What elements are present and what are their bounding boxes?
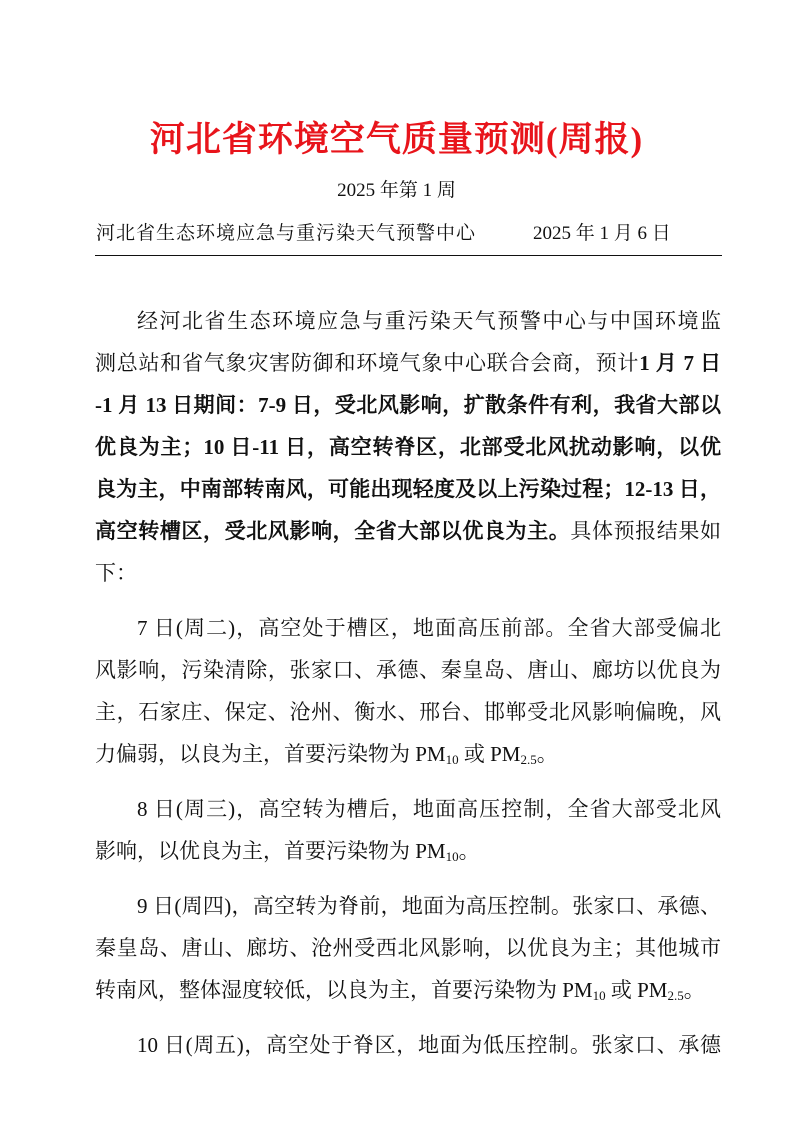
text-line bbox=[95, 384, 721, 426]
text: 力偏弱，以良为主，首要污染物为 PM bbox=[95, 742, 446, 766]
text-line bbox=[95, 969, 721, 1011]
text: 主，石家庄、保定、沧州、衡水、邢台、邯郸受北风影响偏晚，风 bbox=[95, 700, 721, 724]
subscript: 10 bbox=[445, 849, 459, 864]
text: 7 日(周二)，高空处于槽区，地面高压前部。全省大部受偏北 bbox=[137, 616, 721, 640]
bold-text: -1 月 13 日期间：7-9 日，受北风影响，扩散条件有利，我省大部以 bbox=[95, 393, 721, 417]
paragraph bbox=[95, 788, 721, 872]
text-line bbox=[95, 510, 721, 552]
subscript: 2.5 bbox=[667, 988, 684, 1003]
text: 10 日(周五)，高空处于脊区，地面为低压控制。张家口、承德 bbox=[137, 1033, 721, 1057]
text-line bbox=[95, 649, 721, 691]
text-line bbox=[95, 342, 721, 384]
text-line bbox=[95, 830, 721, 872]
issuer-name: 河北省生态环境应急与重污染天气预警中心 bbox=[96, 223, 477, 244]
text-line bbox=[95, 607, 721, 649]
text: 影响，以优良为主，首要污染物为 PM bbox=[95, 839, 446, 863]
subscript: 2.5 bbox=[520, 752, 537, 767]
bold-text: 良为主，中南部转南风，可能出现轻度及以上污染过程；12-13 日， bbox=[95, 477, 721, 501]
text: 。 bbox=[536, 742, 558, 766]
text: 风影响，污染清除，张家口、承德、秦皇岛、唐山、廊坊以优良为 bbox=[95, 658, 721, 682]
paragraph bbox=[95, 300, 721, 594]
text: 秦皇岛、唐山、廊坊、沧州受西北风影响，以优良为主；其他城市 bbox=[95, 936, 721, 960]
subscript: 10 bbox=[592, 988, 606, 1003]
document-body bbox=[95, 300, 721, 1079]
text: 9 日(周四)，高空转为脊前，地面为高压控制。张家口、承德、 bbox=[137, 894, 721, 918]
header-divider bbox=[95, 255, 722, 256]
text-line bbox=[95, 927, 721, 969]
issue-date: 2025 年 1 月 6 日 bbox=[533, 223, 671, 244]
text: 测总站和省气象灾害防御和环境气象中心联合会商，预计 bbox=[95, 351, 640, 375]
text-line bbox=[95, 788, 721, 830]
text: 。 bbox=[683, 978, 705, 1002]
text-line bbox=[95, 885, 721, 927]
text: 或 PM bbox=[458, 742, 521, 766]
document-title: 河北省环境空气质量预测(周报) bbox=[149, 120, 644, 159]
bold-text: 优良为主；10 日-11 日，高空转脊区，北部受北风扰动影响，以优 bbox=[95, 435, 721, 459]
paragraph bbox=[95, 885, 721, 1011]
text-line bbox=[95, 691, 721, 733]
text: 转南风，整体湿度较低，以良为主，首要污染物为 PM bbox=[95, 978, 593, 1002]
bold-text: 1 月 7 日 bbox=[639, 351, 722, 375]
text-line bbox=[95, 300, 721, 342]
text: 具体预报结果如 bbox=[570, 519, 722, 543]
week-label: 2025 年第 1 周 bbox=[337, 180, 456, 201]
text: 。 bbox=[458, 839, 480, 863]
subscript: 10 bbox=[445, 752, 459, 767]
text: 经河北省生态环境应急与重污染天气预警中心与中国环境监 bbox=[137, 309, 721, 333]
text: 或 PM bbox=[605, 978, 668, 1002]
text: 8 日(周三)，高空转为槽后，地面高压控制，全省大部受北风 bbox=[137, 797, 721, 821]
text-line bbox=[95, 733, 721, 775]
text-line bbox=[95, 426, 721, 468]
text: 下： bbox=[95, 561, 137, 585]
bold-text: 高空转槽区，受北风影响，全省大部以优良为主。 bbox=[95, 519, 571, 543]
paragraph bbox=[95, 1024, 721, 1066]
paragraph bbox=[95, 607, 721, 775]
text-line bbox=[95, 468, 721, 510]
text-line bbox=[95, 1024, 721, 1066]
text-line bbox=[95, 552, 721, 594]
